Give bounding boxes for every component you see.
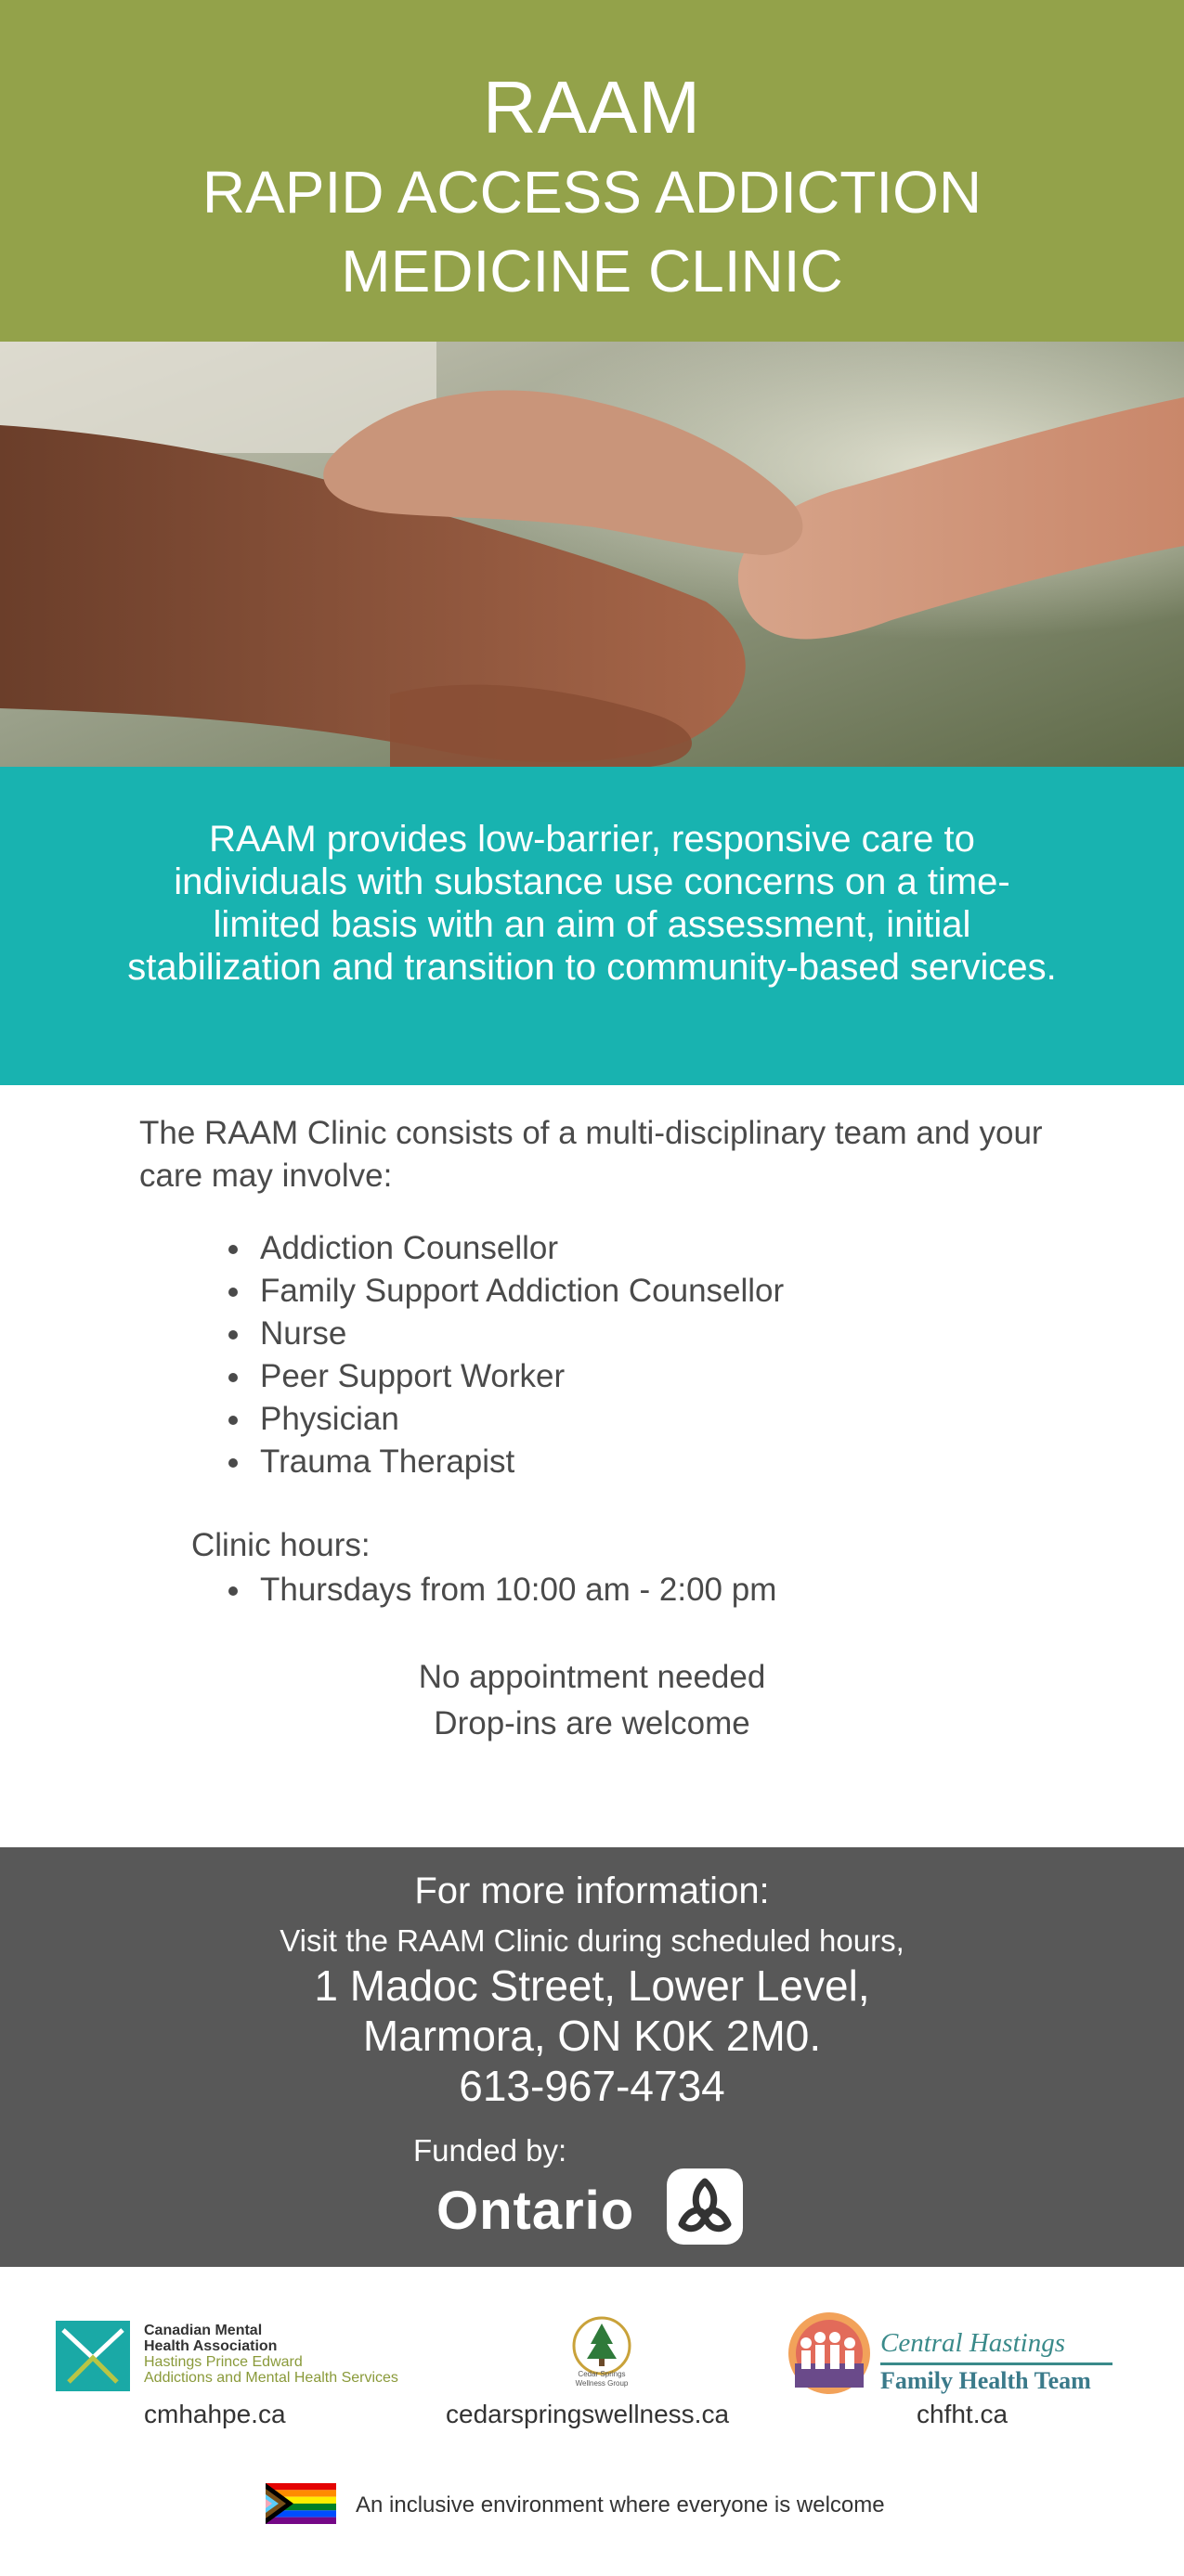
bullet-icon	[228, 1245, 238, 1254]
cmha-logo-icon	[56, 2321, 130, 2391]
cedar-springs-name: Cedar Springs Wellness Group	[575, 2370, 629, 2388]
no-appointment-text: No appointment needed	[418, 1659, 766, 1695]
list-item: Nurse	[204, 1313, 784, 1355]
funded-label: Funded by:	[413, 2133, 567, 2168]
roles-list	[204, 1227, 784, 1483]
walkin-note	[0, 1654, 1184, 1747]
hours-list	[204, 1569, 776, 1612]
list-item: Thursdays from 10:00 am - 2:00 pm	[204, 1569, 776, 1612]
list-item: Physician	[204, 1398, 784, 1441]
hands-photo-illustration	[0, 342, 1184, 767]
trillium-logo-icon	[667, 2168, 743, 2245]
cmha-name: Canadian Mental Health Association Hastings Prince Edward Addictions and Mental Health Services	[144, 2323, 398, 2386]
inclusive-statement: An inclusive environment where everyone is welcome	[356, 2492, 885, 2518]
intro-text: RAAM provides low-barrier, responsive care to individuals with substance use concerns on a time-limited basis with an aim of assessment, initial stabilization and transition to community-based services.	[127, 819, 1057, 988]
bullet-icon	[228, 1416, 238, 1425]
contact-heading: For more information:	[414, 1871, 770, 1911]
header-banner	[0, 0, 1184, 342]
team-intro: The RAAM Clinic consists of a multi-disciplinary team and your care may involve:	[139, 1115, 1043, 1194]
list-item: Family Support Addiction Counsellor	[204, 1270, 784, 1313]
address-block	[0, 1961, 1184, 2111]
cedar-springs-url[interactable]: cedarspringswellness.ca	[446, 2400, 730, 2428]
chfht-url[interactable]: chfht.ca	[917, 2400, 1008, 2428]
bullet-icon	[228, 1288, 238, 1297]
intro-band	[0, 767, 1184, 1085]
chfht-logo-icon	[786, 2310, 873, 2397]
chfht-name-line2: Family Health Team	[880, 2362, 1112, 2395]
chfht-name-line1: Central Hastings	[880, 2328, 1065, 2358]
list-item: Trauma Therapist	[204, 1441, 784, 1483]
cmha-url[interactable]: cmhahpe.ca	[144, 2400, 286, 2428]
bullet-icon	[228, 1586, 238, 1596]
ontario-wordmark: Ontario	[436, 2181, 635, 2241]
list-item: Peer Support Worker	[204, 1355, 784, 1398]
hands-photo	[0, 342, 1184, 767]
contact-band	[0, 1847, 1184, 2267]
address-line1: 1 Madoc Street, Lower Level,	[314, 1961, 870, 2010]
phone-number: 613-967-4734	[459, 2062, 725, 2110]
visit-text: Visit the RAAM Clinic during scheduled hours,	[280, 1923, 904, 1958]
drop-ins-text: Drop-ins are welcome	[434, 1705, 750, 1741]
hours-label: Clinic hours:	[191, 1527, 371, 1563]
header-subtitle-line1: RAPID ACCESS ADDICTION	[202, 159, 982, 226]
progress-pride-flag-icon	[266, 2483, 336, 2524]
address-line2: Marmora, ON K0K 2M0.	[362, 2012, 822, 2060]
header-title: RAAM	[482, 66, 702, 149]
bullet-icon	[228, 1330, 238, 1340]
bullet-icon	[228, 1373, 238, 1382]
header-subtitle-line2: MEDICINE CLINIC	[341, 238, 843, 304]
bullet-icon	[228, 1458, 238, 1468]
list-item: Addiction Counsellor	[204, 1227, 784, 1270]
